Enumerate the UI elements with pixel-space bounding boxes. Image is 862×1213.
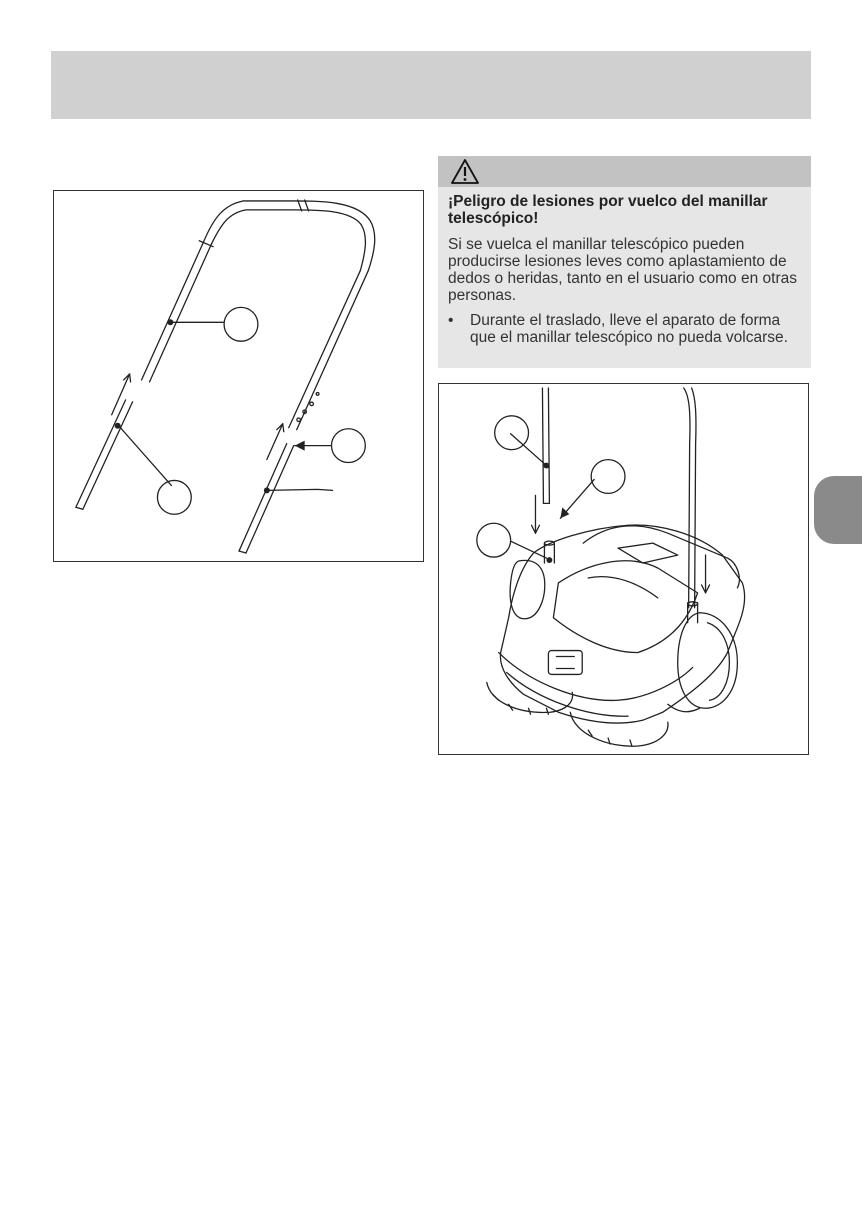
warning-title: ¡Peligro de lesiones por vuelco del manillar telescópico! xyxy=(448,193,768,227)
sweeper-mount-figure xyxy=(438,383,809,755)
warning-bullet-item xyxy=(448,312,801,346)
warning-header xyxy=(438,156,811,187)
warning-box xyxy=(438,156,811,368)
handle-assembly-figure xyxy=(53,190,424,562)
warning-triangle-icon xyxy=(450,158,480,185)
chapter-side-tab xyxy=(814,476,862,544)
sweeper-mount-illustration xyxy=(439,384,808,754)
handle-assembly-illustration xyxy=(54,191,423,561)
header-bar xyxy=(51,51,811,119)
bullet-symbol: • xyxy=(448,312,454,329)
warning-bullet-text: Durante el traslado, lleve el aparato de forma que el manillar telescópico no pueda volcarse. xyxy=(470,312,788,346)
warning-text: Si se vuelca el manillar telescópico pueden producirse lesiones leves como aplastamiento de dedos o heridas, tanto en el usuario como en otras personas. xyxy=(448,236,797,304)
